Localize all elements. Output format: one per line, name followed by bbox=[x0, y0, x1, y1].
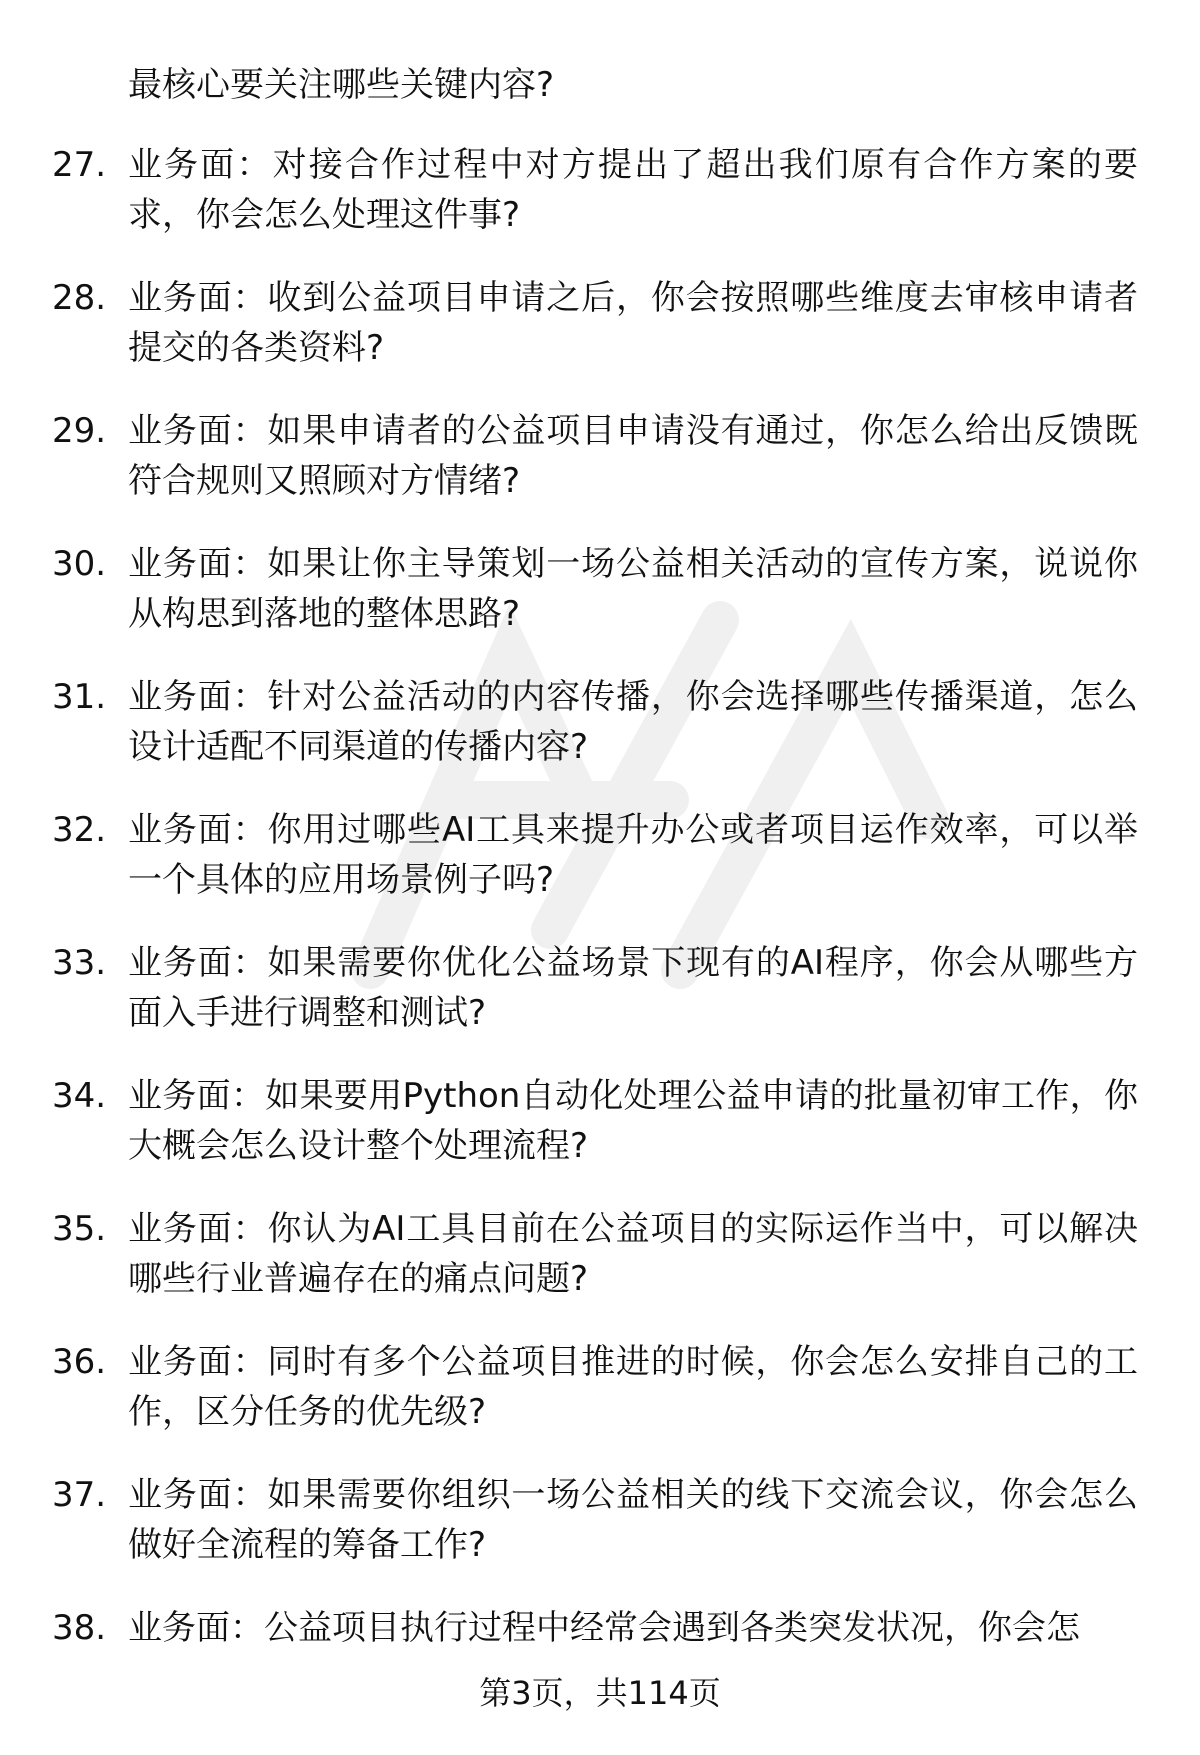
question-text: 业务面：如果让你主导策划一场公益相关活动的宣传方案，说说你从构思到落地的整体思路? bbox=[128, 544, 1138, 634]
question-text: 业务面：如果需要你组织一场公益相关的线下交流会议，你会怎么做好全流程的筹备工作? bbox=[128, 1475, 1138, 1565]
question-text: 业务面：你用过哪些AI工具来提升办公或者项目运作效率，可以举一个具体的应用场景例子吗? bbox=[128, 810, 1138, 900]
question-number: 30. bbox=[52, 544, 107, 584]
question-text: 业务面：同时有多个公益项目推进的时候，你会怎么安排自己的工作，区分任务的优先级? bbox=[128, 1342, 1138, 1432]
question-number: 32. bbox=[52, 810, 107, 850]
question-text: 业务面：如果申请者的公益项目申请没有通过，你怎么给出反馈既符合规则又照顾对方情绪? bbox=[128, 411, 1138, 501]
question-text: 业务面：针对公益活动的内容传播，你会选择哪些传播渠道，怎么设计适配不同渠道的传播内容? bbox=[128, 677, 1138, 767]
question-item bbox=[0, 1071, 1200, 1204]
question-number: 29. bbox=[52, 411, 107, 451]
question-item bbox=[0, 1337, 1200, 1470]
continuation-text: 最核心要关注哪些关键内容? bbox=[128, 65, 555, 105]
question-item bbox=[0, 938, 1200, 1071]
question-item bbox=[0, 273, 1200, 406]
question-text: 业务面：公益项目执行过程中经常会遇到各类突发状况，你会怎 bbox=[128, 1608, 1080, 1648]
question-list bbox=[0, 140, 1200, 1736]
page-footer: 第3页，共114页 bbox=[479, 1674, 721, 1712]
question-number: 34. bbox=[52, 1076, 107, 1116]
question-number: 27. bbox=[52, 145, 107, 185]
question-item bbox=[0, 539, 1200, 672]
question-item bbox=[0, 1603, 1200, 1736]
question-number: 33. bbox=[52, 943, 107, 983]
question-item bbox=[0, 140, 1200, 273]
question-item bbox=[0, 1470, 1200, 1603]
question-text: 业务面：如果要用Python自动化处理公益申请的批量初审工作，你大概会怎么设计整个处理流程? bbox=[128, 1076, 1138, 1166]
question-text: 业务面：如果需要你优化公益场景下现有的AI程序，你会从哪些方面入手进行调整和测试? bbox=[128, 943, 1138, 1033]
question-number: 37. bbox=[52, 1475, 107, 1515]
question-item bbox=[0, 406, 1200, 539]
question-number: 38. bbox=[52, 1608, 107, 1648]
question-text: 业务面：你认为AI工具目前在公益项目的实际运作当中，可以解决哪些行业普遍存在的痛点问题? bbox=[128, 1209, 1138, 1299]
question-item bbox=[0, 1204, 1200, 1337]
question-item bbox=[0, 805, 1200, 938]
question-number: 35. bbox=[52, 1209, 107, 1249]
question-text: 业务面：对接合作过程中对方提出了超出我们原有合作方案的要求，你会怎么处理这件事? bbox=[128, 145, 1138, 235]
question-text: 业务面：收到公益项目申请之后，你会按照哪些维度去审核申请者提交的各类资料? bbox=[128, 278, 1138, 368]
question-number: 31. bbox=[52, 677, 107, 717]
question-number: 28. bbox=[52, 278, 107, 318]
question-item bbox=[0, 672, 1200, 805]
question-number: 36. bbox=[52, 1342, 107, 1382]
